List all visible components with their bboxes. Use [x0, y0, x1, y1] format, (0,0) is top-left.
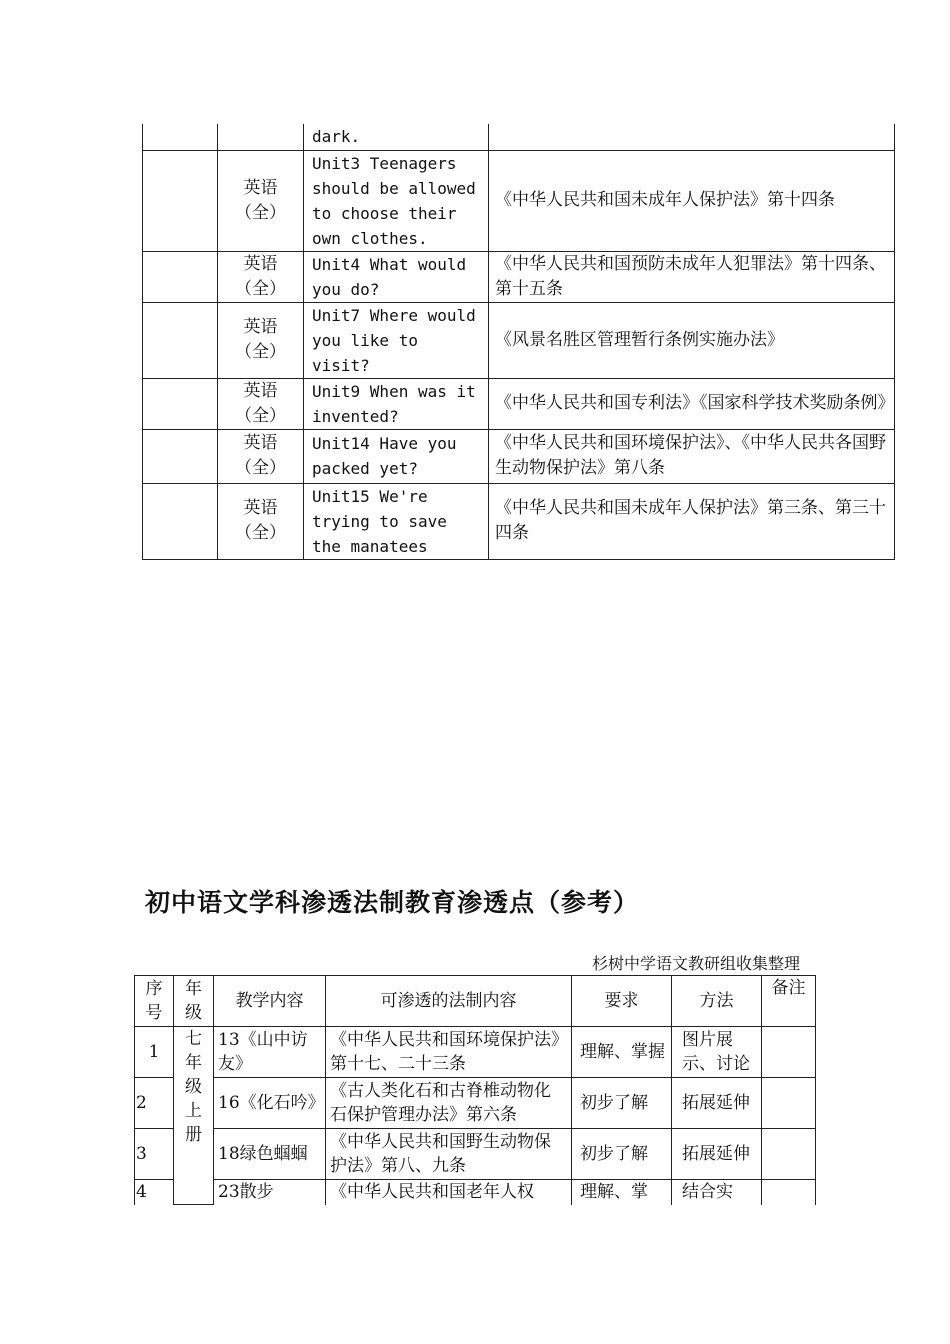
blank-cell — [143, 251, 218, 302]
law-cell — [489, 124, 895, 150]
requirement-cell: 理解、掌握 — [572, 1027, 672, 1078]
subject-cell: 英语（全） — [218, 150, 304, 251]
header-cell: 教学内容 — [214, 976, 326, 1027]
subject-cell: 英语（全） — [218, 483, 304, 559]
header-cell: 年级 — [174, 976, 214, 1027]
header-cell: 要求 — [572, 976, 672, 1027]
credit-line: 杉树中学语文教研组收集整理 — [592, 954, 801, 973]
table-row — [143, 302, 895, 378]
law-cell: 《中华人民共和国专利法》《国家科学技术奖励条例》 — [489, 378, 895, 429]
requirement-cell: 初步了解 — [572, 1078, 672, 1129]
unit-cell: Unit14 Have you packed yet? — [304, 429, 489, 483]
content-cell: 23散步 — [214, 1180, 326, 1205]
blank-cell — [143, 378, 218, 429]
law-cell: 《古人类化石和古脊椎动物化石保护管理办法》第六条 — [326, 1078, 572, 1129]
table-header-row — [135, 976, 816, 1027]
table-row — [143, 429, 895, 483]
unit-cell: Unit4 What would you do? — [304, 251, 489, 302]
content-cell: 18绿色蝈蝈 — [214, 1129, 326, 1180]
subject-cell: 英语（全） — [218, 378, 304, 429]
method-cell: 拓展延伸 — [672, 1078, 762, 1129]
method-cell: 图片展示、讨论 — [672, 1027, 762, 1078]
subject-cell: 英语（全） — [218, 429, 304, 483]
blank-cell — [143, 302, 218, 378]
table-row — [135, 1078, 816, 1129]
header-cell: 备注 — [762, 976, 816, 1027]
header-cell: 可渗透的法制内容 — [326, 976, 572, 1027]
table-row — [135, 1180, 816, 1205]
subject-cell — [218, 124, 304, 150]
blank-cell — [143, 483, 218, 559]
note-cell — [762, 1129, 816, 1180]
law-cell: 《中华人民共和国预防未成年人犯罪法》第十四条、第十五条 — [489, 251, 895, 302]
header-cell: 序号 — [135, 976, 174, 1027]
requirement-cell: 理解、掌 — [572, 1180, 672, 1205]
content-cell: 13《山中访友》 — [214, 1027, 326, 1078]
table-row — [143, 251, 895, 302]
header-cell: 方法 — [672, 976, 762, 1027]
blank-cell — [143, 150, 218, 251]
note-cell — [762, 1078, 816, 1129]
content-cell: 16《化石吟》 — [214, 1078, 326, 1129]
row-number: 1 — [135, 1027, 174, 1078]
subject-cell: 英语（全） — [218, 251, 304, 302]
page-title: 初中语文学科渗透法制教育渗透点（参考） — [145, 888, 640, 917]
note-cell — [762, 1027, 816, 1078]
chinese-law-table — [134, 975, 816, 1205]
subject-cell: 英语（全） — [218, 302, 304, 378]
blank-cell — [143, 124, 218, 150]
unit-cell: Unit9 When was it invented? — [304, 378, 489, 429]
law-cell: 《中华人民共和国未成年人保护法》第三条、第三十四条 — [489, 483, 895, 559]
blank-cell — [143, 429, 218, 483]
grade-cell: 七年级上册 — [174, 1027, 214, 1205]
law-cell: 《风景名胜区管理暂行条例实施办法》 — [489, 302, 895, 378]
table-row — [135, 1027, 816, 1078]
table-row — [143, 150, 895, 251]
table-row — [143, 483, 895, 559]
requirement-cell: 初步了解 — [572, 1129, 672, 1180]
unit-cell: dark. — [304, 124, 489, 150]
table-row — [143, 124, 895, 150]
law-cell: 《中华人民共和国老年人权 — [326, 1180, 572, 1205]
method-cell: 拓展延伸 — [672, 1129, 762, 1180]
row-number: 2 — [135, 1078, 174, 1129]
note-cell — [762, 1180, 816, 1205]
unit-cell: Unit3 Teenagers should be allowed to choose their own clothes. — [304, 150, 489, 251]
table-row — [135, 1129, 816, 1180]
law-cell: 《中华人民共和国环境保护法》第十七、二十三条 — [326, 1027, 572, 1078]
method-cell: 结合实 — [672, 1180, 762, 1205]
row-number: 4 — [135, 1180, 174, 1205]
law-cell: 《中华人民共和国未成年人保护法》第十四条 — [489, 150, 895, 251]
law-cell: 《中华人民共和国环境保护法》、《中华人民共各国野生动物保护法》第八条 — [489, 429, 895, 483]
unit-cell: Unit15 We're trying to save the manatees — [304, 483, 489, 559]
unit-cell: Unit7 Where would you like to visit? — [304, 302, 489, 378]
table-row — [143, 378, 895, 429]
row-number: 3 — [135, 1129, 174, 1180]
law-cell: 《中华人民共和国野生动物保护法》第八、九条 — [326, 1129, 572, 1180]
english-law-table — [142, 124, 895, 560]
